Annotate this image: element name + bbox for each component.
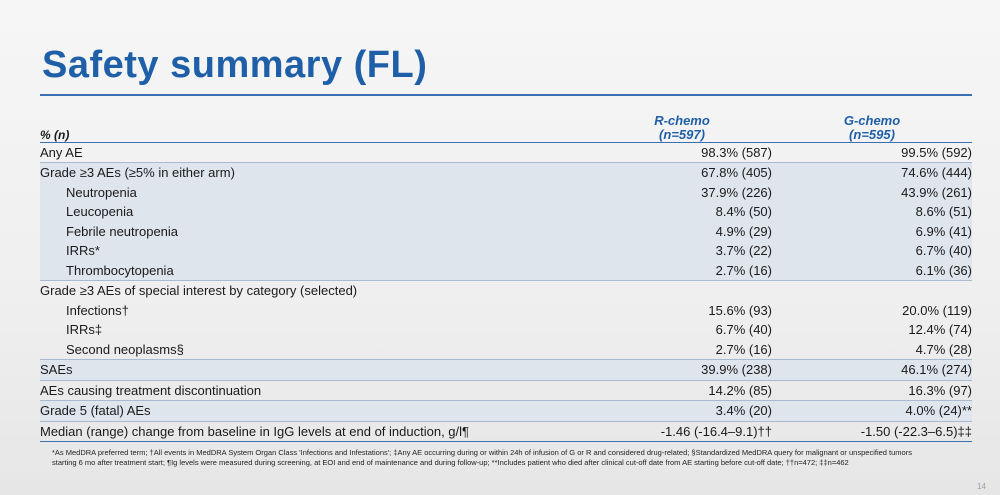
row-label: Any AE (40, 142, 592, 163)
row-label: Neutropenia (40, 183, 592, 203)
row-label: Leucopenia (40, 202, 592, 222)
row-label: Median (range) change from baseline in IgG levels at end of induction, g/l¶ (40, 421, 592, 442)
table-row (40, 320, 972, 340)
table-row (40, 401, 972, 422)
r-chemo-value: 3.4% (20) (592, 401, 772, 422)
page-title: Safety summary (FL) (42, 44, 428, 86)
g-chemo-value (772, 281, 972, 301)
table-row (40, 202, 972, 222)
row-label: Grade ≥3 AEs (≥5% in either arm) (40, 163, 592, 183)
r-chemo-value: 37.9% (226) (592, 183, 772, 203)
g-chemo-value: 16.3% (97) (772, 380, 972, 401)
row-label: Thrombocytopenia (40, 261, 592, 281)
r-chemo-value: -1.46 (-16.4–9.1)†† (592, 421, 772, 442)
g-chemo-value: 99.5% (592) (772, 142, 972, 163)
g-chemo-value: 74.6% (444) (772, 163, 972, 183)
arm-n: (n=595) (849, 126, 895, 142)
table-row (40, 340, 972, 360)
g-chemo-value: 4.7% (28) (772, 340, 972, 360)
r-chemo-value: 14.2% (85) (592, 380, 772, 401)
table-row (40, 360, 972, 381)
footnote: *As MedDRA preferred term; †All events in MedDRA System Organ Class 'Infections and Infestations'; ‡Any AE occurring during or within 24h of infusion of G or R and considered drug-related; §Standardized MedDRA query for malignant or unspecified tumors starting 6 mo after treatment start; ¶Ig levels were measured during screening, at EOI and end of maintenance and during follow-up; **Includes patient who died after clinical cut-off date from AE starting before cut-off date; ††n=472; ‡‡n=462 (52, 448, 912, 467)
table-row (40, 222, 972, 242)
g-chemo-value: -1.50 (-22.3–6.5)‡‡ (772, 421, 972, 442)
g-chemo-value: 46.1% (274) (772, 360, 972, 381)
table-row (40, 183, 972, 203)
g-chemo-value: 6.7% (40) (772, 241, 972, 261)
r-chemo-value: 8.4% (50) (592, 202, 772, 222)
g-chemo-value: 43.9% (261) (772, 183, 972, 203)
r-chemo-value: 98.3% (587) (592, 142, 772, 163)
row-label: Infections† (66, 302, 129, 318)
g-chemo-value: 20.0% (119) (902, 302, 972, 318)
row-label: Grade ≥3 AEs of special interest by category (selected) (40, 283, 358, 299)
table-row (40, 421, 972, 442)
table-row (40, 163, 972, 183)
row-label: Febrile neutropenia (40, 222, 592, 242)
page-number: 14 (977, 482, 986, 491)
r-chemo-value: 67.8% (405) (592, 163, 772, 183)
table-row (40, 142, 972, 163)
g-chemo-value: 4.0% (24)** (772, 401, 972, 422)
r-chemo-value: 2.7% (16) (592, 340, 772, 360)
r-chemo-value (592, 281, 772, 301)
arm-header-r-chemo (592, 102, 772, 142)
arm-header-g-chemo (772, 102, 972, 142)
table-row (40, 380, 972, 401)
row-label: SAEs (40, 360, 592, 381)
g-chemo-value: 8.6% (51) (772, 202, 972, 222)
row-label: Grade 5 (fatal) AEs (40, 401, 592, 422)
r-chemo-value: 6.7% (40) (715, 322, 772, 338)
g-chemo-value: 12.4% (74) (908, 322, 972, 338)
table-row (40, 241, 972, 261)
table-row (40, 281, 972, 301)
table-row (40, 301, 972, 321)
arm-name: R-chemo (654, 112, 710, 128)
title-divider (40, 94, 972, 96)
g-chemo-value: 6.1% (36) (772, 261, 972, 281)
r-chemo-value: 3.7% (22) (592, 241, 772, 261)
r-chemo-value: 39.9% (238) (592, 360, 772, 381)
r-chemo-value: 2.7% (16) (592, 261, 772, 281)
r-chemo-value: 4.9% (29) (592, 222, 772, 242)
row-label: Second neoplasms§ (40, 340, 592, 360)
row-label: IRRs* (40, 241, 592, 261)
g-chemo-value: 6.9% (41) (772, 222, 972, 242)
table-row (40, 261, 972, 281)
table-header-row (40, 102, 972, 142)
header-label: % (n) (40, 102, 592, 142)
safety-summary-table (40, 102, 972, 442)
arm-name: G-chemo (843, 112, 901, 128)
row-label: AEs causing treatment discontinuation (40, 380, 592, 401)
arm-n: (n=597) (659, 126, 705, 142)
r-chemo-value: 15.6% (93) (708, 302, 772, 318)
row-label: IRRs‡ (66, 322, 103, 338)
